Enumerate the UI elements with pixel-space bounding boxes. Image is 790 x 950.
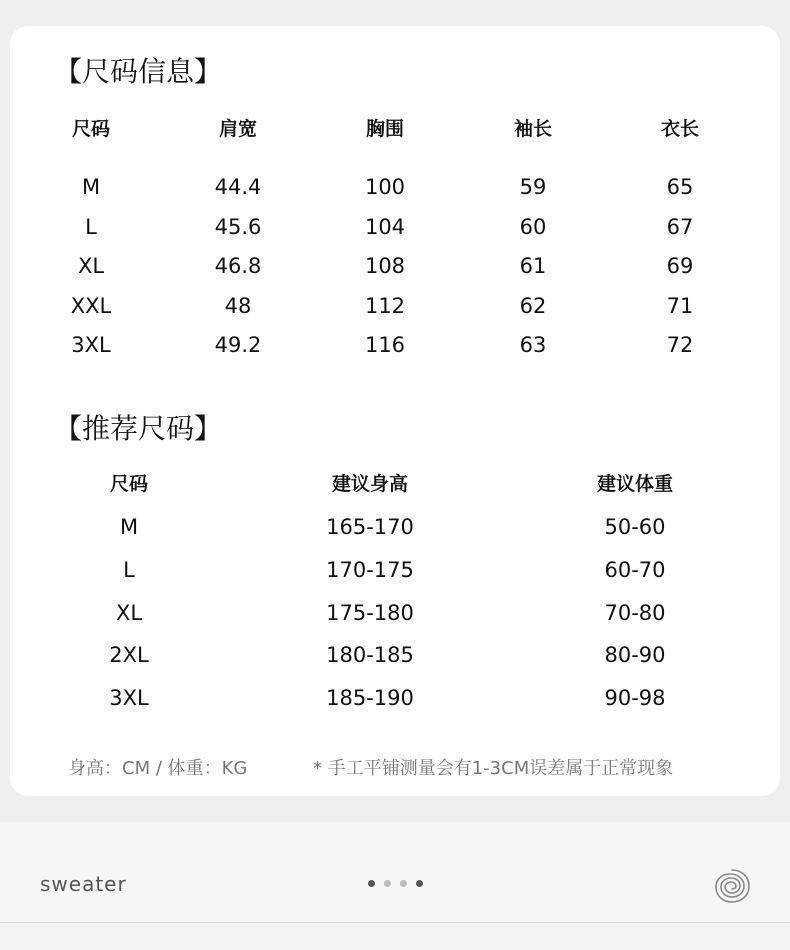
table-cell: 3XL (109, 686, 149, 710)
table-row (10, 251, 780, 281)
size-info-header: 肩宽 (218, 118, 257, 140)
table-cell: 80-90 (604, 643, 666, 667)
table-cell: 60 (519, 215, 547, 239)
table-cell: 3XL (71, 333, 111, 357)
table-cell: M (81, 175, 101, 199)
page-dot[interactable] (384, 880, 391, 887)
table-cell: M (119, 515, 139, 539)
table-row (10, 291, 780, 321)
table-cell: 70-80 (604, 601, 666, 625)
table-cell: 49.2 (214, 333, 262, 357)
table-cell: 63 (519, 333, 547, 357)
table-cell: XL (115, 601, 143, 625)
recommended-header: 建议体重 (596, 473, 673, 495)
table-cell: 50-60 (604, 515, 666, 539)
recommended-header: 建议身高 (331, 473, 408, 495)
table-cell: 112 (364, 294, 406, 318)
table-cell: 61 (519, 254, 547, 278)
table-cell: 104 (364, 215, 406, 239)
table-cell: 100 (364, 175, 406, 199)
recommended-header-row (10, 469, 780, 499)
table-row (10, 640, 780, 670)
table-cell: 72 (666, 333, 694, 357)
page-dot[interactable] (368, 880, 375, 887)
size-info-header: 袖长 (513, 118, 552, 140)
size-info-title: 【尺码信息】 (54, 55, 223, 88)
lower-area (0, 923, 790, 950)
size-info-header: 胸围 (365, 118, 404, 140)
table-cell: 44.4 (214, 175, 262, 199)
table-cell: L (85, 215, 97, 239)
size-info-header: 衣长 (660, 118, 699, 140)
table-cell: 48 (224, 294, 252, 318)
size-chart-card (10, 26, 780, 796)
brand-label: sweater (40, 872, 127, 896)
table-cell: 59 (519, 175, 547, 199)
table-cell: 116 (364, 333, 406, 357)
recommended-header: 尺码 (109, 473, 148, 495)
table-cell: XXL (70, 294, 112, 318)
table-cell: 170-175 (326, 558, 414, 582)
recommended-size-title: 【推荐尺码】 (54, 412, 223, 445)
page-dot[interactable] (400, 880, 407, 887)
bottom-bar (0, 822, 790, 922)
table-cell: 175-180 (326, 601, 414, 625)
measurement-disclaimer: * 手工平铺测量会有1-3CM误差属于正常现象 (313, 758, 674, 779)
page-dot[interactable] (416, 880, 423, 887)
size-info-header: 尺码 (71, 118, 110, 140)
table-row (10, 512, 780, 542)
table-cell: L (123, 558, 135, 582)
table-cell: 90-98 (604, 686, 666, 710)
table-cell: 185-190 (326, 686, 414, 710)
table-row (10, 598, 780, 628)
table-cell: XL (77, 254, 105, 278)
table-row (10, 172, 780, 202)
swirl-logo-icon (712, 866, 752, 906)
table-cell: 60-70 (604, 558, 666, 582)
table-row (10, 330, 780, 360)
table-cell: 180-185 (326, 643, 414, 667)
table-cell: 67 (666, 215, 694, 239)
table-row (10, 555, 780, 585)
table-cell: 2XL (109, 643, 149, 667)
table-row (10, 683, 780, 713)
table-cell: 65 (666, 175, 694, 199)
table-cell: 46.8 (214, 254, 262, 278)
units-note: 身高：CM / 体重：KG (68, 758, 248, 779)
table-cell: 165-170 (326, 515, 414, 539)
table-cell: 45.6 (214, 215, 262, 239)
size-info-header-row (10, 114, 780, 144)
table-cell: 69 (666, 254, 694, 278)
table-row (10, 212, 780, 242)
table-cell: 71 (666, 294, 694, 318)
table-cell: 62 (519, 294, 547, 318)
table-cell: 108 (364, 254, 406, 278)
